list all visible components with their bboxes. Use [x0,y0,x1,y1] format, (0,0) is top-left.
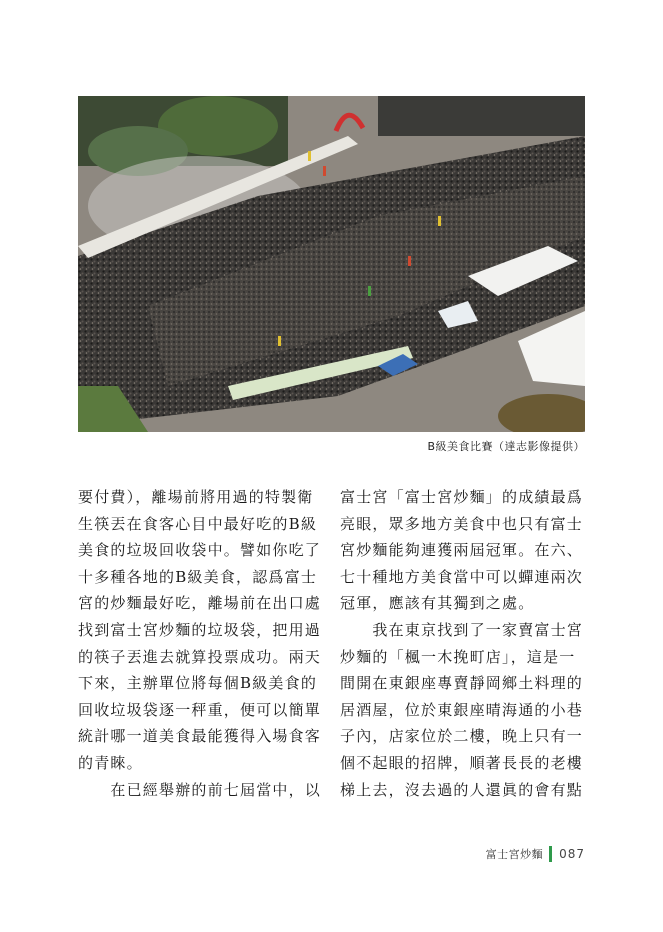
text-line: 亮眼，眾多地方美食中也只有富士 [340,514,584,533]
text-line: 回收垃圾袋逐一秤重，便可以簡單 [78,700,322,719]
text-line: 炒麵的「楓一木挽町店」，這是一 [340,647,576,666]
photo-caption: B級美食比賽（達志影像提供） [427,440,585,453]
text-line: 要付費），離場前將用過的特製衛 [78,488,314,506]
chapter-title: 富士宮炒麵 [485,848,544,861]
text-line: 個不起眼的招牌，順著長長的老樓 [340,753,584,772]
text-line: 富士宮「富士宮炒麵」的成績最爲 [340,488,584,506]
text-line: 冠軍，應該有其獨到之處。 [340,594,535,613]
text-line: 在已經舉辦的前七屆當中，以 [78,780,322,799]
page-footer [470,845,585,863]
text-line: 的筷子丟進去就算投票成功。兩天 [78,647,322,666]
page-number: 087 [559,847,585,861]
text-line: 美食的垃圾回收袋中。譬如你吃了 [78,541,322,560]
text-line: 十多種各地的B級美食，認爲富士 [78,567,318,586]
text-line: 梯上去，沒去過的人還眞的會有點 [340,780,584,799]
text-line: 我在東京找到了一家賣富士宮 [340,620,584,639]
text-column-left [78,484,324,803]
text-line: 宮的炒麵最好吃，離場前在出口處 [78,594,322,613]
text-line: 統計哪一道美食最能獲得入場食客 [78,727,322,746]
text-line: 生筷丟在食客心目中最好吃的B級 [78,514,318,533]
text-column-right [340,484,586,803]
text-line: 間開在東銀座專賣靜岡鄉土料理的 [340,674,584,693]
text-line: 七十種地方美食當中可以蟬連兩次 [340,567,584,586]
text-line: 下來，主辦單位將每個B級美食的 [78,674,318,693]
text-line: 宮炒麵能夠連獲兩屆冠軍。在六、 [340,541,584,560]
text-line: 子內，店家位於二樓，晚上只有一 [340,727,584,746]
text-line: 的青睞。 [78,753,143,772]
footer-accent-bar [549,846,552,862]
festival-crowd-photo [78,96,585,432]
text-line: 找到富士宮炒麵的垃圾袋，把用過 [78,620,322,639]
text-line: 居酒屋，位於東銀座晴海通的小巷 [340,700,584,719]
